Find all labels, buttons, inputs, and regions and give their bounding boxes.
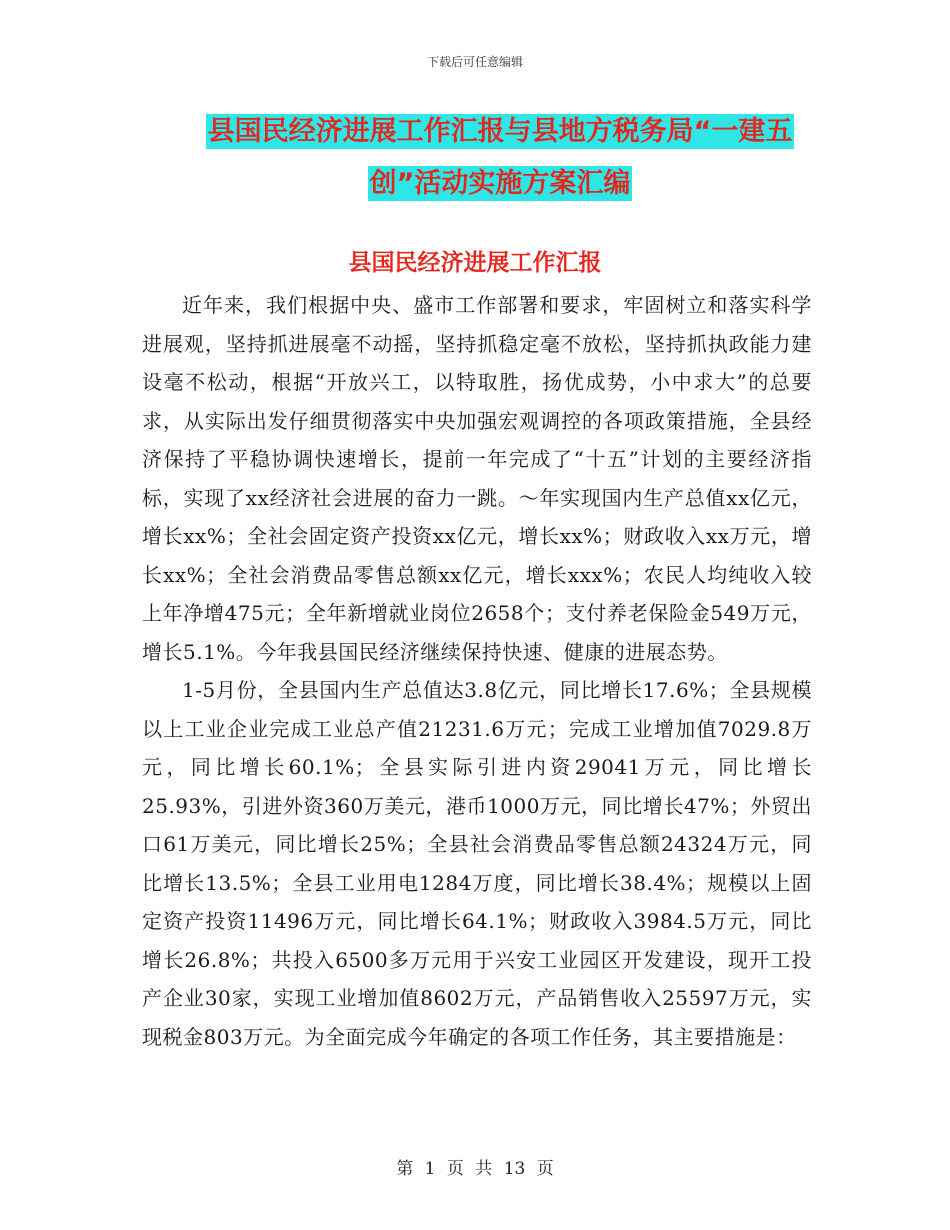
document-title <box>200 106 800 210</box>
page-header-note: 下载后可任意编辑 <box>426 55 523 69</box>
page-number-footer: 第 1 页 共 13 页 <box>396 1159 554 1179</box>
document-body <box>142 286 812 1056</box>
body-paragraph-2: 1-5月份，全县国内生产总值达3.8亿元，同比增长17.6%；全县规模以上工业企业完成工业总产值21231.6万元；完成工业增加值7029.8万元，同比增长60.1%；全县实际引进内资29041万元，同比增长25.93%，引进外资360万美元，港币1000万元，同比增长47%；外贸出口61万美元，同比增长25%；全县社会消费品零售总额24324万元，同比增长13.5%；全县工业用电1284万度，同比增长38.4%；规模以上固定资产投资11496万元，同比增长64.1%；财政收入3984.5万元，同比增长26.8%；共投入6500多万元用于兴安工业园区开发建设，现开工投产企业30家，实现工业增加值8602万元，产品销售收入25597万元，实现税金803万元。为全面完成今年确定的各项工作任务，其主要措施是： <box>142 678 812 1049</box>
section-title: 县国民经济进展工作汇报 <box>348 250 602 276</box>
body-paragraph-1: 近年来，我们根据中央、盛市工作部署和要求，牢固树立和落实科学进展观，坚持抓进展毫不动摇，坚持抓稳定毫不放松，坚持抓执政能力建设毫不松动，根据“开放兴工，以特取胜，扬优成势，小中求大”的总要求，从实际出发仔细贯彻落实中央加强宏观调控的各项政策措施，全县经济保持了平稳协调快速增长，提前一年完成了“十五”计划的主要经济指标，实现了xx经济社会进展的奋力一跳。～年实现国内生产总值xx亿元，增长xx%；全社会固定资产投资xx亿元，增长xx%；财政收入xx万元，增长xx%；全社会消费品零售总额xx亿元，增长xxx%；农民人均纯收入较上年净增475元；全年新增就业岗位2658个；支付养老保险金549万元，增长5.1%。今年我县国民经济继续保持快速、健康的进展态势。 <box>142 293 812 664</box>
document-title-line-2: 创”活动实施方案汇编 <box>369 168 631 199</box>
document-title-line-1: 县国民经济进展工作汇报与县地方税务局“一建五 <box>207 116 793 147</box>
